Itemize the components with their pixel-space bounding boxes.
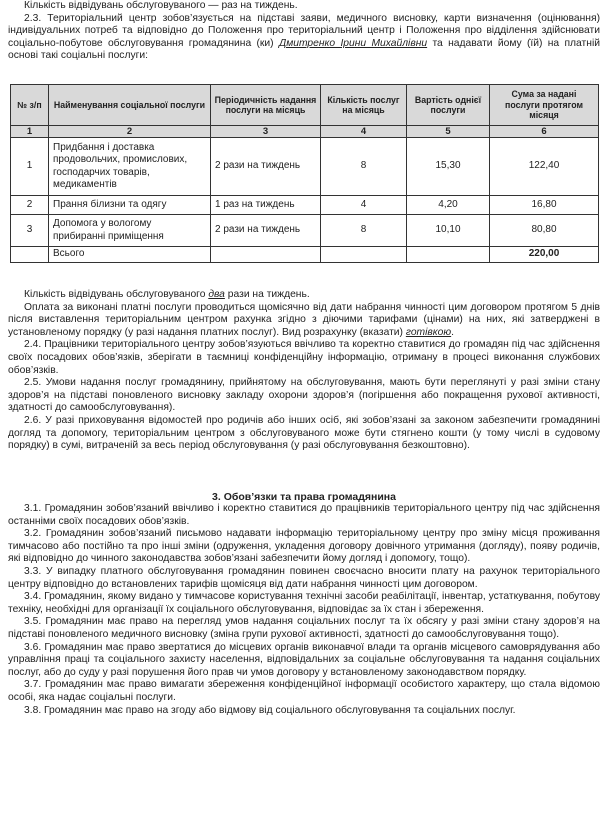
- col-header: Сума за надані послуги протягом місяця: [490, 85, 599, 126]
- table-header-row: [11, 85, 599, 126]
- service-quantity: 4: [321, 196, 407, 215]
- service-quantity: 8: [321, 215, 407, 247]
- col-number: 2: [49, 126, 211, 138]
- column-number-row: [11, 126, 599, 138]
- col-number: 1: [11, 126, 49, 138]
- clause-3-1: 3.1. Громадянин зобов’язаний ввічливо і коректно ставитися до працівників територіального центру під час здійснення останніми своїх посадових обов’язків.: [8, 503, 600, 527]
- col-number: 5: [407, 126, 490, 138]
- table-total-row: [11, 247, 599, 263]
- col-number: 3: [211, 126, 321, 138]
- visits-count: два: [208, 289, 225, 300]
- service-periodicity: 2 рази на тиждень: [211, 215, 321, 247]
- services-table: [10, 84, 599, 263]
- clause-3-8: 3.8. Громадянин має право на згоду або відмову від соціального обслуговування та соціальних послуг.: [24, 704, 516, 716]
- service-price: 4,20: [407, 196, 490, 215]
- clause-2-3: [8, 13, 600, 63]
- col-header: Найменування соціальної послуги: [49, 85, 211, 126]
- row-number: 2: [11, 196, 49, 215]
- clause-3-5: 3.5. Громадянин має право на перегляд умов надання соціальних послуг та їх обсягу у разі зміни стану здоров’я на підставі поновленого медичного висновку (зміна групи рухової активності, здатності до самообслуговування тощо).: [8, 616, 600, 640]
- col-number: 6: [490, 126, 599, 138]
- col-header: Кількість послуг на місяць: [321, 85, 407, 126]
- service-name: Прання білизни та одягу: [49, 196, 211, 215]
- total-label: Всього: [49, 247, 211, 263]
- service-periodicity: 1 раз на тиждень: [211, 196, 321, 215]
- col-number: 4: [321, 126, 407, 138]
- table-row: [11, 138, 599, 196]
- service-price: 10,10: [407, 215, 490, 247]
- clause-3-2: 3.2. Громадянин зобов’язаний письмово надавати інформацію територіальному центру про зміну місця проживання тимчасово або постійно та про інші зміни (одруження, укладення договору довічного утримання (догляду), появу родичів, які відповідно до чинного законодавства зобов’язані забезпечити йому догляд і допомогу, тощо).: [8, 528, 600, 565]
- section-3: [8, 491, 600, 717]
- total-value: 220,00: [490, 247, 599, 263]
- payment-paragraph: Оплата за виконані платні послуги проводиться щомісячно від дати набрання чинності цим договором протягом 5 днів після виставлення територіальним центром рахунка згідно з діючими тарифами (цінами) на них, які затверджені в установленому порядку (у разі надання платних послуг). Вид розрахунку (вказати) готівкою.: [8, 301, 600, 338]
- service-name: Придбання і доставка продовольчих, промислових, господарчих товарів, медикаментів: [49, 138, 211, 196]
- row-number: 3: [11, 215, 49, 247]
- visits-line: Кількість відвідувань обслуговуваного два рази на тиждень.: [24, 289, 310, 300]
- client-name: Дмитренко Ірини Михайлівни: [278, 37, 428, 49]
- payment-kind: готівкою: [405, 326, 452, 338]
- visits-line-top: Кількість відвідувань обслуговуваного — раз на тиждень.: [24, 0, 298, 11]
- col-header: Періодичність надання послуги на місяць: [211, 85, 321, 126]
- clause-2-4: 2.4. Працівники територіального центру зобов’язуються ввічливо та коректно ставитися до громадян під час здійснення своїх посадових обов’язків, зберігати в таємниці конфіденційну інформацію, отриману в процесі виконання службових обов’язків.: [8, 339, 600, 376]
- table-row: [11, 215, 599, 247]
- service-sum: 16,80: [490, 196, 599, 215]
- service-price: 15,30: [407, 138, 490, 196]
- section-3-title: 3. Обов’язки та права громадянина: [212, 491, 396, 503]
- clause-2-6: 2.6. У разі приховування відомостей про родичів або інших осіб, які зобов’язані за законом забезпечити громадянині догляд та допомогу, територіальним центром з обслуговуваного може бути стягнено кошти (у тому числі в судовому порядку) в сумі, витраченій за весь період обслуговування (у разі обслуговування безкоштовно).: [8, 414, 600, 452]
- terms-block: [8, 289, 600, 453]
- clause-3-7: 3.7. Громадянин має право вимагати збереження конфіденційної інформації особистого характеру, що стала відомою особі, яка надає соціальні послуги.: [8, 679, 600, 703]
- service-periodicity: 2 рази на тиждень: [211, 138, 321, 196]
- clause-3-3: 3.3. У випадку платного обслуговування громадянин повинен своєчасно вносити плату на рахунок територіального центру відповідно до встановлених тарифів щомісяця від дати набрання чинності цим договором.: [8, 565, 600, 590]
- clause-3-4: 3.4. Громадянин, якому видано у тимчасове користування технічні засоби реабілітації, інвентар, устаткування, побутову техніку, необхідні для організації їх соціального обслуговування, відповідає за їх стан і збереження.: [8, 591, 600, 615]
- intro-block: [8, 0, 600, 63]
- table-row: [11, 196, 599, 215]
- clause-3-6: 3.6. Громадянин має право звертатися до місцевих органів виконавчої влади та органів місцевого самоврядування або управління праці та соціального захисту населення, відповідальних за соціальне обслуговування та надання соціальних послуг, або до суду у разі порушення його прав чи умов договору у встановленому законодавством порядку.: [8, 641, 600, 678]
- service-sum: 122,40: [490, 138, 599, 196]
- service-quantity: 8: [321, 138, 407, 196]
- col-header: № з/п: [11, 85, 49, 126]
- row-number: 1: [11, 138, 49, 196]
- service-name: Допомога у вологому прибиранні приміщення: [49, 215, 211, 247]
- clause-2-3-end: та надавати йому (їй) на платній основі такі соціальні послуги:: [8, 37, 600, 62]
- service-sum: 80,80: [490, 215, 599, 247]
- col-header: Вартість однієї послуги: [407, 85, 490, 126]
- clause-2-5: 2.5. Умови надання послуг громадянину, прийнятому на обслуговування, мають бути переглянуті у разі зміни стану здоров’я на підставі поновленого висновку закладу охорони здоров’я (погіршення або покращення рухової активності, здатності до самообслуговування).: [8, 377, 600, 414]
- clause-2-3-text: 2.3. Територіальний центр зобов’язується на підставі заяви, медичного висновку, карти визначення (оцінювання) індивідуальних потреб та відповідно до Положення про територіальний центр і Положення про відділення здійснювати соціально-побутове обслуговування громадянина (ки): [8, 12, 600, 49]
